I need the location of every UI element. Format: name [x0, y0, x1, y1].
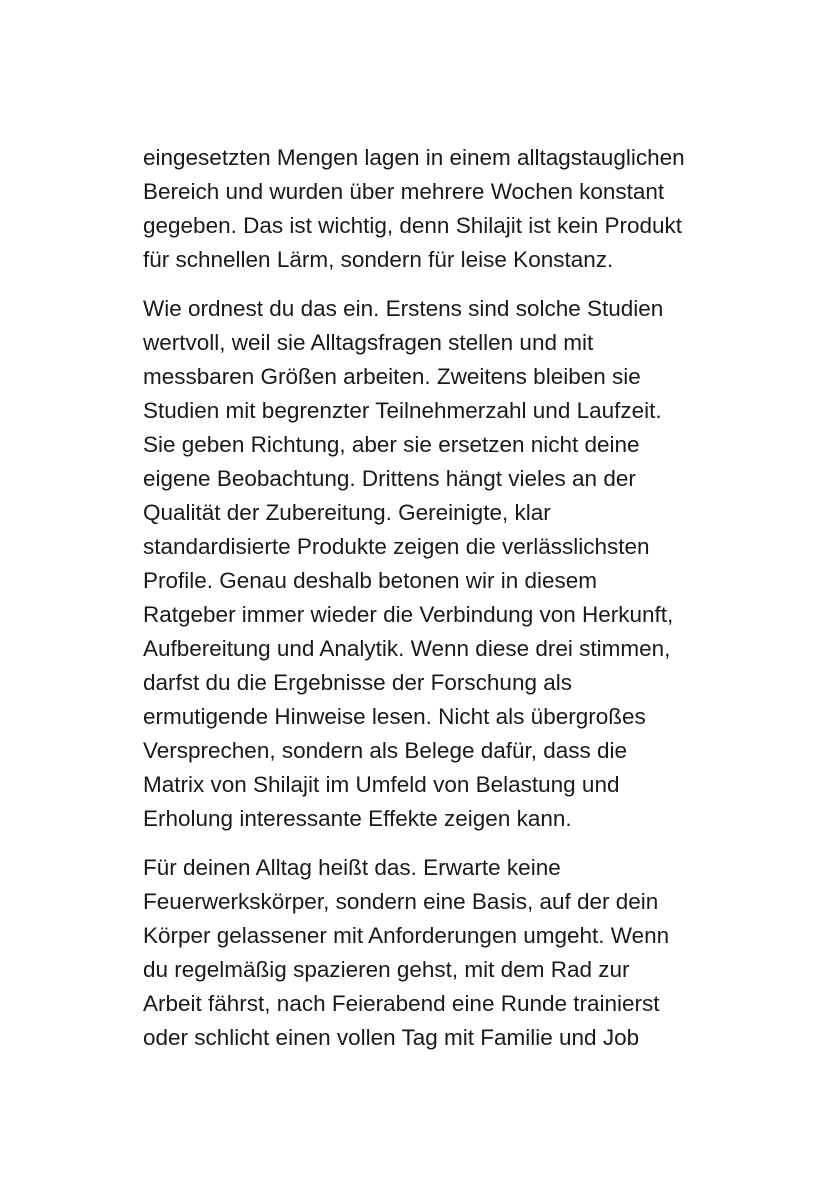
- text-line: Sie geben Richtung, aber sie ersetzen nicht deine: [143, 432, 640, 457]
- paragraph-2: [143, 292, 723, 836]
- text-line: eingesetzten Mengen lagen in einem alltagstauglichen: [143, 145, 685, 170]
- text-line: Für deinen Alltag heißt das. Erwarte keine: [143, 855, 561, 880]
- paragraph-1: [143, 141, 723, 277]
- text-line: gegeben. Das ist wichtig, denn Shilajit ist kein Produkt: [143, 213, 683, 238]
- text-line: standardisierte Produkte zeigen die verlässlichsten: [143, 534, 650, 559]
- paragraph-3: [143, 851, 723, 1055]
- text-line: Ratgeber immer wieder die Verbindung von Herkunft,: [143, 602, 674, 627]
- text-line: Körper gelassener mit Anforderungen umgeht. Wenn: [143, 923, 670, 948]
- text-line: Qualität der Zubereitung. Gereinigte, klar: [143, 500, 551, 525]
- text-line: wertvoll, weil sie Alltagsfragen stellen und mit: [143, 330, 594, 355]
- text-line: Studien mit begrenzter Teilnehmerzahl und Laufzeit.: [143, 398, 662, 423]
- text-line: Versprechen, sondern als Belege dafür, dass die: [143, 738, 628, 763]
- body-text: [143, 141, 723, 1070]
- text-line: für schnellen Lärm, sondern für leise Konstanz.: [143, 247, 614, 272]
- text-line: Wie ordnest du das ein. Erstens sind solche Studien: [143, 296, 664, 321]
- text-line: Arbeit fährst, nach Feierabend eine Runde trainierst: [143, 991, 660, 1016]
- text-line: Feuerwerkskörper, sondern eine Basis, auf der dein: [143, 889, 659, 914]
- text-line: Matrix von Shilajit im Umfeld von Belastung und: [143, 772, 620, 797]
- text-line: du regelmäßig spazieren gehst, mit dem Rad zur: [143, 957, 630, 982]
- text-line: ermutigende Hinweise lesen. Nicht als übergroßes: [143, 704, 646, 729]
- text-line: oder schlicht einen vollen Tag mit Familie und Job: [143, 1025, 640, 1050]
- text-line: Bereich und wurden über mehrere Wochen konstant: [143, 179, 665, 204]
- text-line: messbaren Größen arbeiten. Zweitens bleiben sie: [143, 364, 641, 389]
- text-line: Profile. Genau deshalb betonen wir in diesem: [143, 568, 598, 593]
- text-line: darfst du die Ergebnisse der Forschung als: [143, 670, 572, 695]
- text-line: eigene Beobachtung. Drittens hängt vieles an der: [143, 466, 636, 491]
- text-line: Erholung interessante Effekte zeigen kann.: [143, 806, 572, 831]
- text-line: Aufbereitung und Analytik. Wenn diese drei stimmen,: [143, 636, 671, 661]
